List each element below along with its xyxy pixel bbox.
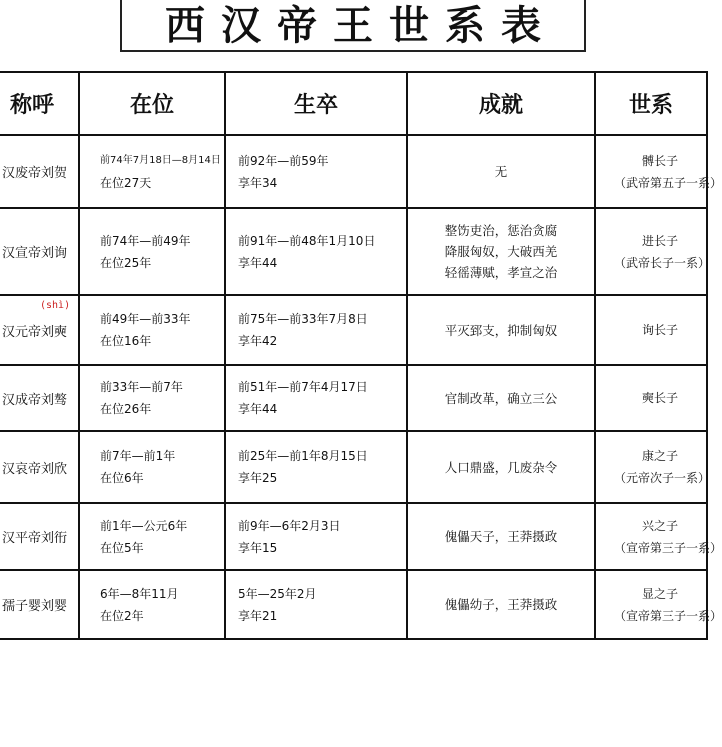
achievement-line: 整饬吏治，惩治贪腐 [444,223,558,238]
age: 享年25 [238,471,278,485]
life-dates: 前51年—前7年4月17日 [238,380,368,394]
reign-length: 在位27天 [100,175,152,190]
lineage-parent: 兴之子 [642,518,679,533]
header-life: 生卒 [225,72,407,135]
reign-dates: 前49年—前33年 [100,312,191,326]
reign-cell [79,295,225,365]
table-row [0,570,707,639]
lineage-parent: 进长子 [642,233,679,248]
lineage-cell [595,431,711,503]
achievement-line: 无 [494,164,508,179]
header-name: 称呼 [0,72,79,135]
emperor-name: 孺子婴刘婴 [0,570,79,639]
lineage-branch: （宣帝第三子一系） [614,540,722,555]
achievement-line: 傀儡天子，王莽摄政 [444,529,558,544]
achievement-line: 降服匈奴，大破西羌 [444,244,558,259]
life-cell [225,503,407,570]
header-reign: 在位 [79,72,225,135]
life-cell [225,570,407,639]
life-cell [225,295,407,365]
achievement-cell [407,503,595,570]
reign-length: 在位26年 [100,402,152,416]
emperor-name: 汉平帝刘衎 [0,503,79,570]
life-cell [225,208,407,295]
reign-cell [79,135,225,208]
reign-cell [79,365,225,431]
reign-dates: 前33年—前7年 [100,380,183,394]
life-dates: 前9年—6年2月3日 [238,518,341,533]
age: 享年21 [238,608,278,623]
lineage-cell [595,135,722,208]
achievement-cell [407,365,595,431]
age: 享年15 [238,540,278,555]
achievement-cell [407,295,595,365]
emperor-name: 汉废帝刘贺 [0,135,79,208]
emperor-name: 汉宣帝刘询 [0,208,79,295]
reign-length: 在位5年 [100,540,144,555]
table-row [0,431,707,503]
lineage-cell [595,503,722,570]
life-cell [225,431,407,503]
lineage-cell [595,365,707,431]
title-box [120,0,586,52]
achievement-line: 官制改革，确立三公 [444,390,558,406]
header-achievement: 成就 [407,72,595,135]
emperor-name-cell [0,295,79,365]
lineage-parent: 奭长子 [642,391,679,405]
lineage-branch: （武帝第五子一系） [614,175,722,190]
achievement-line: 平灭郅支，抑制匈奴 [444,322,558,338]
lineage-branch: （宣帝第三子一系） [614,608,722,623]
reign-dates: 前7年—前1年 [100,449,176,463]
reign-dates: 前74年7月18日—8月14日 [100,154,221,166]
age: 享年42 [238,334,278,348]
lineage-parent: 康之子 [642,449,679,463]
life-cell [225,365,407,431]
pinyin-annotation: (shì) [40,300,71,311]
emperor-name: 汉哀帝刘欣 [0,431,79,503]
table-row [0,365,707,431]
reign-dates: 前1年—公元6年 [100,518,188,533]
life-dates: 前91年—前48年1月10日 [238,233,376,248]
achievement-line: 轻徭薄赋，孝宣之治 [444,265,558,280]
achievement-cell [407,570,595,639]
lineage-parent: 询长子 [642,323,679,337]
reign-length: 在位25年 [100,255,152,270]
lineage-cell [595,208,711,295]
table-header-row [0,72,707,135]
table-row [0,295,707,365]
lineage-parent: 髆长子 [642,153,679,168]
lineage-branch: （元帝次子一系） [614,471,711,485]
reign-length: 在位16年 [100,334,152,348]
lineage-branch: （武帝长子一系） [614,255,711,270]
reign-cell [79,570,225,639]
achievement-cell [407,431,595,503]
emperor-name: 汉元帝刘奭 [2,324,68,340]
lineage-cell [595,570,722,639]
reign-cell [79,208,225,295]
reign-dates: 6年—8年11月 [100,586,179,601]
life-dates: 前92年—前59年 [238,153,329,168]
age: 享年44 [238,402,278,416]
life-dates: 前25年—前1年8月15日 [238,449,368,463]
reign-length: 在位6年 [100,471,144,485]
achievement-line: 人口鼎盛，几废杂令 [444,459,558,475]
lineage-cell [595,295,707,365]
reign-length: 在位2年 [100,608,144,623]
table-row [0,135,707,208]
page-title: 西汉帝王世系表 [165,1,557,49]
age: 享年34 [238,175,278,190]
lineage-parent: 显之子 [642,586,679,601]
life-dates: 前75年—前33年7月8日 [238,312,368,326]
emperor-name: 汉成帝刘骜 [0,365,79,431]
emperor-table [0,71,722,640]
life-dates: 5年—25年2月 [238,586,317,601]
header-lineage: 世系 [595,72,707,135]
life-cell [225,135,407,208]
table-row [0,503,707,570]
achievement-cell [407,135,595,208]
achievement-line: 傀儡幼子，王莽摄政 [444,597,558,612]
achievement-cell [407,208,595,295]
reign-cell [79,503,225,570]
reign-cell [79,431,225,503]
table-row [0,208,707,295]
age: 享年44 [238,255,278,270]
reign-dates: 前74年—前49年 [100,233,191,248]
